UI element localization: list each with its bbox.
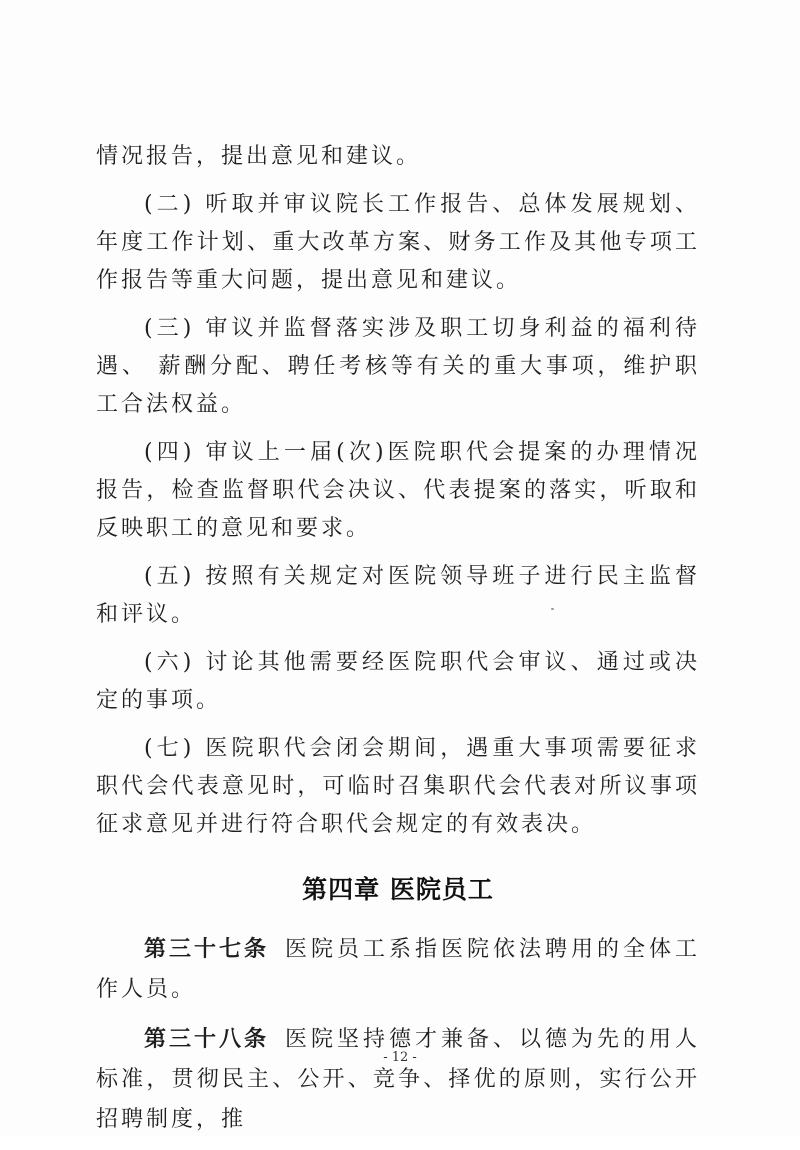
article-37 <box>96 930 700 1010</box>
paragraph-item-2: (二) 听取并审议院长工作报告、总体发展规划、年度工作计划、重大改革方案、财务工作及其他专项工作报告等重大问题，提出意见和建议。 <box>96 192 700 293</box>
article-text: 医院员工系指医院依法聘用的全体工作人员。 <box>96 937 700 1002</box>
paragraph-item-3: (三) 审议并监督落实涉及职工切身利益的福利待遇、 薪酬分配、聘任考核等有关的重大事项，维护职工合法权益。 <box>96 316 700 417</box>
article-text: 医院坚持德才兼备、以德为先的用人标准，贯彻民主、公开、竞争、择优的原则，实行公开招聘制度，推 <box>96 1027 700 1132</box>
paragraph-continuation: 情况报告，提出意见和建议。 <box>96 144 422 169</box>
paragraph-item-5: (五) 按照有关规定对医院领导班子进行民主监督和评议。 <box>96 564 700 627</box>
paragraph-item-6: (六) 讨论其他需要经医院职代会审议、通过或决定的事项。 <box>96 650 700 713</box>
paragraph-item-7: (七) 医院职代会闭会期间，遇重大事项需要征求职代会代表意见时，可临时召集职代会代表对所议事项征求意见并进行符合职代会规定的有效表决。 <box>96 736 700 837</box>
document-body <box>96 138 700 1150</box>
scan-speck <box>551 608 554 610</box>
article-number: 第三十七条 <box>144 937 269 962</box>
paragraph-item-4: (四) 审议上一届(次)医院职代会提案的办理情况报告，检查监督职代会决议、代表提案的落实，听取和反映职工的意见和要求。 <box>96 440 700 541</box>
article-number: 第三十八条 <box>144 1027 269 1052</box>
chapter-title: 第四章 医院员工 <box>302 875 494 904</box>
article-38 <box>96 1020 700 1140</box>
page-number: - 12 - <box>383 1050 417 1065</box>
